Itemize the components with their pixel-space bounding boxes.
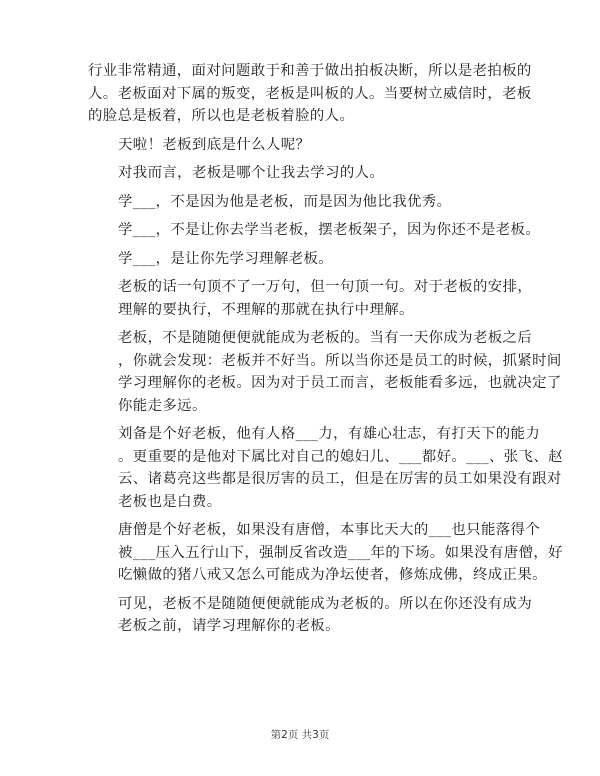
text-line: 学___，不是让你去学当老板，摆老板架子，因为你还不是老板。 (118, 222, 541, 238)
text-line: 老板也是白费。 (118, 493, 222, 510)
paragraph (88, 162, 524, 185)
paragraph (88, 248, 524, 271)
text-line: 可见，老板不是随随便便就能成为老板的。所以在你还没有成为 (118, 595, 533, 612)
paragraph (88, 276, 533, 321)
text-line: 人。老板面对下属的叛变，老板是叫板的人。当要树立威信时，老板 (88, 85, 532, 102)
paragraph (88, 423, 563, 513)
text-line: 你能走多远。 (118, 397, 207, 414)
text-line: 云、诸葛亮这些都是很厉害的员工，但是在厉害的员工如果没有跟对 (118, 471, 562, 487)
paragraph (88, 519, 563, 587)
text-line: 学习理解你的老板。因为对于员工而言，老板能看多远，也就决定了 (118, 375, 562, 391)
paragraph (88, 593, 533, 638)
paragraph (88, 327, 562, 417)
document-body (88, 60, 563, 644)
page-number-footer: 第2页 共3页 (270, 729, 330, 741)
text-line: 老板，不是随随便便就能成为老板的。当有一天你成为老板之后 (118, 330, 533, 346)
text-line: 行业非常精通，面对问题敢于和善于做出拍板决断，所以是老拍板的 (88, 63, 532, 79)
text-line: 。更重要的是他对下属比对自己的媳妇儿、___都好。___、张飞、赵 (118, 448, 563, 465)
text-line: 理解的要执行，不理解的那就在执行中理解。 (118, 301, 414, 318)
text-line: 的脸总是板着，所以也是老板着脸的人。 (88, 108, 355, 124)
paragraph (88, 191, 524, 214)
text-line: 被___压入五行山下，强制反省改造___年的下场。如果没有唐僧，好 (118, 544, 563, 561)
paragraph (88, 60, 532, 128)
text-line: 老板的话一句顶不了一万句，但一句顶一句。对于老板的安排， (118, 279, 533, 295)
text-line: 学___，是让你先学习理解老板。 (118, 250, 334, 267)
text-line: 学___，不是因为他是老板，而是因为他比我优秀。 (118, 193, 452, 210)
text-line: 吃懒做的猪八戒又怎么可能成为净坛使者，修炼成佛，终成正果。 (118, 567, 547, 583)
text-line: 天啦！老板到底是什么人呢？ (118, 136, 311, 153)
text-line: 刘备是个好老板，他有人格___力，有雄心壮志，有打天下的能力 (118, 426, 541, 442)
text-line: ，你就会发现：老板并不好当。所以当你还是员工的时候，抓紧时间 (118, 352, 562, 369)
paragraph (88, 134, 524, 157)
paragraph (88, 219, 541, 242)
text-line: 唐僧是个好老板，如果没有唐僧，本事比天大的___也只能落得个 (118, 522, 541, 538)
text-line: 对我而言，老板是哪个让我去学习的人。 (118, 165, 385, 181)
text-line: 老板之前，请学习理解你的老板。 (118, 618, 340, 634)
